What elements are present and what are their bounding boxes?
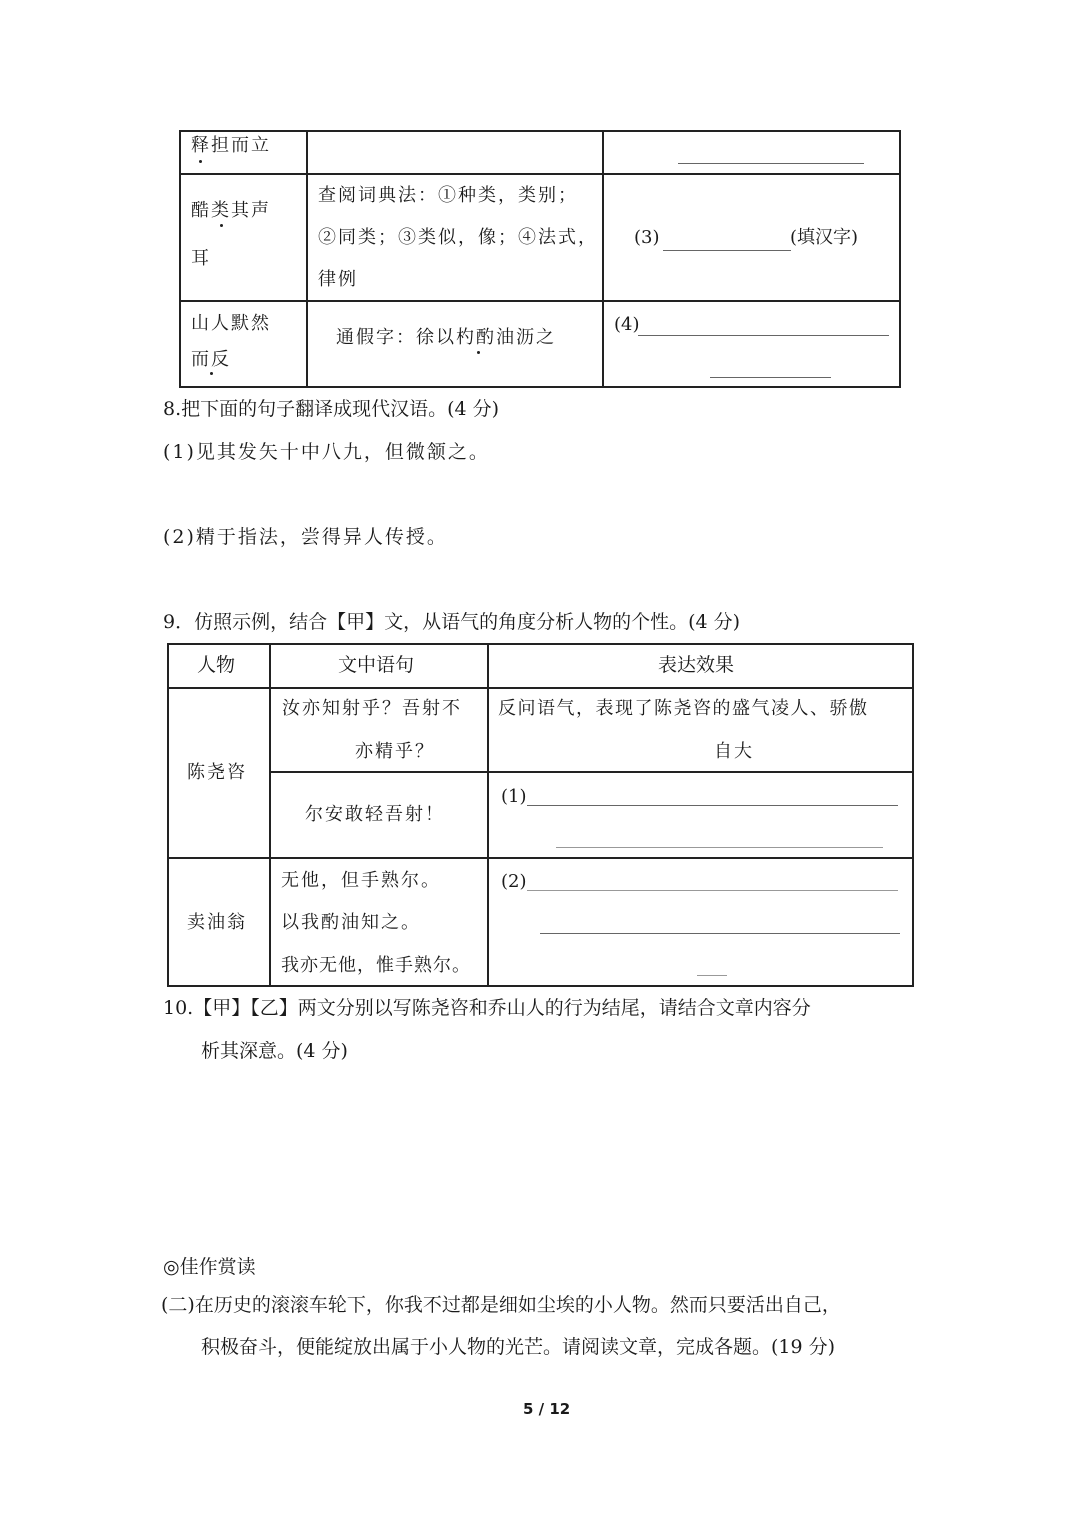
question-item: (1)见其发矢十中八九，但微颔之。 — [163, 441, 490, 463]
table-border — [602, 130, 604, 388]
person-name: 卖油翁 — [187, 912, 247, 933]
answer-label: (3) — [634, 227, 660, 248]
person-name: 陈尧咨 — [187, 762, 247, 783]
quote-text: 我亦无他，惟手熟尔。 — [281, 955, 471, 976]
question-item: (2)精于指法，尝得异人传授。 — [163, 526, 448, 548]
table-border — [167, 643, 914, 645]
table-cell-method: ②同类；③类似，像；④法式， — [318, 227, 598, 248]
table-border — [269, 643, 271, 987]
effect-text: 自大 — [714, 741, 754, 762]
answer-blank[interactable] — [663, 250, 791, 251]
table-border — [912, 643, 914, 987]
answer-blank[interactable] — [678, 163, 864, 164]
table-cell-method: 查阅词典法：①种类，类别； — [318, 185, 578, 206]
table-border — [167, 687, 914, 689]
column-header: 表达效果 — [658, 654, 735, 676]
answer-blank[interactable] — [527, 890, 898, 891]
table-border — [167, 643, 169, 987]
table-cell-word: 山人默然 — [191, 313, 271, 334]
section-intro: (二)在历史的滚滚车轮下，你我不过都是细如尘埃的小人物。然而只要活出自己， — [161, 1294, 841, 1316]
emphasis-dot — [199, 160, 202, 163]
answer-blank[interactable] — [710, 377, 831, 378]
answer-label: (1) — [501, 786, 527, 807]
emphasis-dot — [210, 372, 213, 375]
answer-label: (4) — [614, 314, 640, 335]
table-cell-method: 通假字：徐以杓酌油沥之 — [336, 327, 556, 348]
answer-blank[interactable] — [556, 847, 883, 848]
answer-label: (2) — [501, 871, 527, 892]
answer-blank[interactable] — [540, 933, 900, 934]
table-border — [899, 130, 901, 388]
answer-blank[interactable] — [697, 975, 727, 976]
table-cell-word: 耳 — [191, 248, 211, 269]
effect-text: 反问语气，表现了陈尧咨的盛气凌人、骄傲 — [498, 698, 869, 719]
answer-blank[interactable] — [527, 805, 898, 806]
quote-text: 亦精乎？ — [355, 741, 435, 762]
section-heading: ◎佳作赏读 — [163, 1256, 256, 1278]
column-header: 人物 — [197, 654, 236, 676]
question-text: 析其深意。(4 分) — [201, 1040, 348, 1062]
table-border — [179, 130, 181, 388]
quote-text: 无他，但手熟尔。 — [281, 870, 441, 891]
quote-text: 尔安敢轻吾射！ — [305, 804, 445, 825]
column-header: 文中语句 — [338, 654, 415, 676]
question-title: 8.把下面的句子翻译成现代汉语。(4 分) — [163, 398, 500, 420]
table-border — [306, 130, 308, 388]
answer-hint: (填汉字) — [790, 227, 859, 248]
quote-text: 汝亦知射乎？吾射不 — [282, 698, 462, 719]
table-border — [179, 130, 901, 132]
page-number: 5 / 12 — [523, 1400, 571, 1418]
table-cell-word: 酷类其声 — [191, 200, 271, 221]
table-border — [167, 857, 914, 859]
question-text: 10.【甲】【乙】两文分别以写陈尧咨和乔山人的行为结尾，请结合文章内容分 — [163, 997, 811, 1019]
table-cell-word: 而反 — [191, 349, 231, 370]
table-border — [179, 173, 901, 175]
table-border — [487, 643, 489, 987]
table-cell-word: 释担而立 — [191, 135, 271, 156]
table-cell-method: 律例 — [318, 269, 358, 290]
section-intro: 积极奋斗，便能绽放出属于小人物的光芒。请阅读文章，完成各题。(19 分) — [201, 1336, 836, 1358]
emphasis-dot — [477, 351, 480, 354]
emphasis-dot — [220, 224, 223, 227]
quote-text: 以我酌油知之。 — [281, 912, 421, 933]
answer-blank[interactable] — [638, 335, 889, 336]
table-border — [179, 300, 901, 302]
table-border — [167, 985, 914, 987]
table-border — [270, 771, 914, 773]
question-title: 9．仿照示例，结合【甲】文，从语气的角度分析人物的个性。(4 分) — [163, 611, 741, 633]
table-border — [179, 386, 901, 388]
